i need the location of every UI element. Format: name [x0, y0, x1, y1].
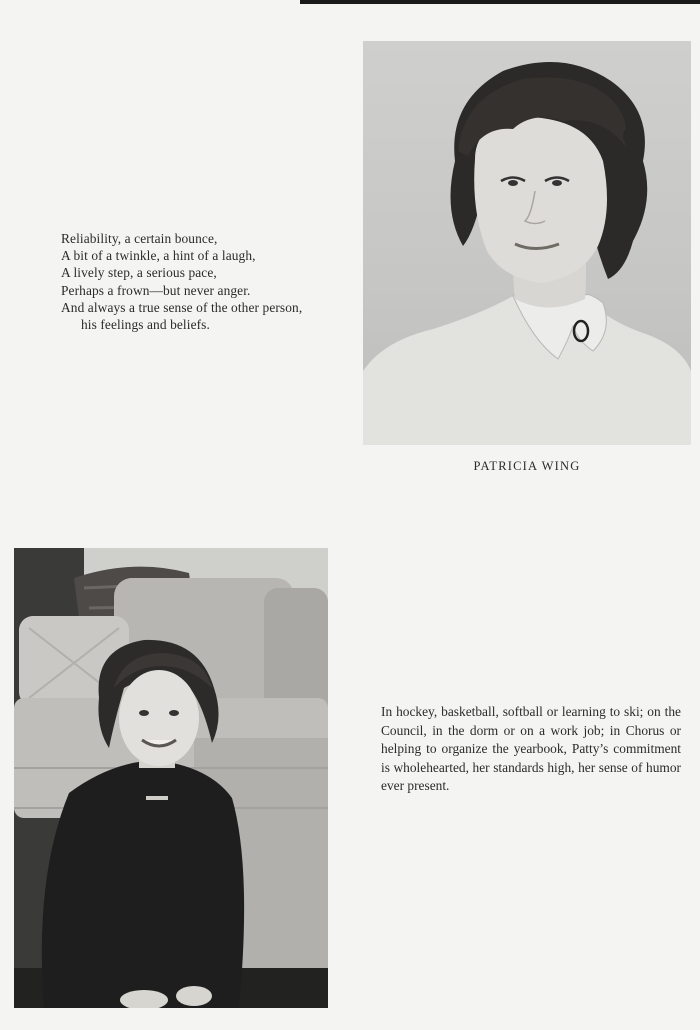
portrait-caption: PATRICIA WING	[473, 459, 581, 473]
portrait-photo	[363, 41, 691, 445]
candid-illustration	[14, 548, 328, 1008]
poem	[61, 230, 351, 333]
poem-line: Reliability, a certain bounce,	[61, 231, 218, 246]
portrait-illustration	[363, 41, 691, 445]
candid-photo	[14, 548, 328, 1008]
poem-line: A lively step, a serious pace,	[61, 265, 217, 281]
page-top-edge-light	[0, 0, 300, 4]
poem-line: his feelings and beliefs.	[81, 317, 210, 333]
poem-line: A bit of a twinkle, a hint of a laugh,	[61, 248, 256, 264]
description-paragraph: In hockey, basketball, softball or learning to ski; on the Council, in the dorm or on a work job; in Chorus or helping to organize the yearbook, Patty’s commitment is wholehearted, her standards high, her sense of humor ever present.	[381, 704, 681, 794]
poem-line: Perhaps a frown—but never anger.	[61, 282, 251, 298]
poem-line: And always a true sense of the other person,	[61, 299, 303, 315]
